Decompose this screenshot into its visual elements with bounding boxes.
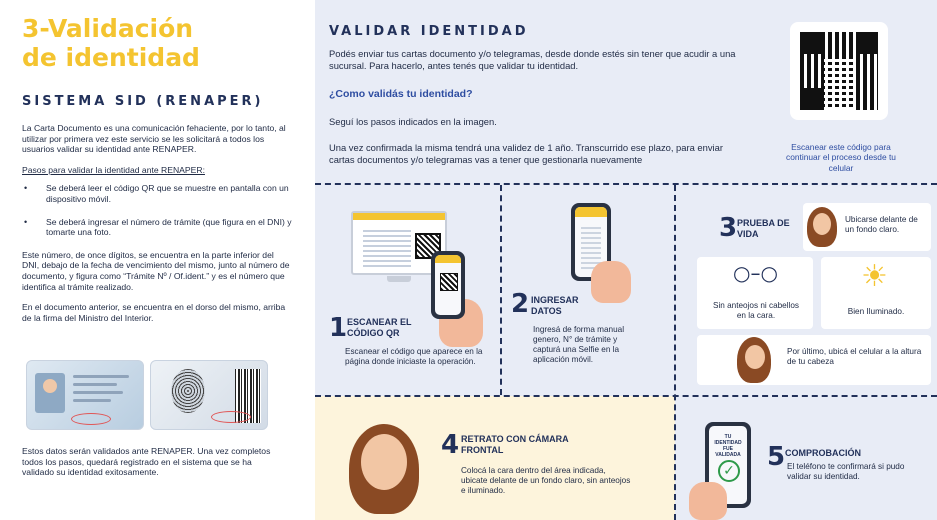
step-description: Escanear el código que aparece en la página donde iniciaste la operación. (345, 347, 483, 366)
tip-text: Bien Iluminado. (847, 307, 905, 316)
step-description: Ingresá de forma manual genero, N° de trámite y capturá una Selfie en la aplicación móvil. (533, 325, 625, 364)
validity-text: Una vez confirmada la misma tendrá una validez de 1 año. Transcurrido ese plazo, para enviar cartas documentos y/o telegramas vas a tener que gestionarla nuevamente (329, 142, 723, 165)
face-icon (745, 345, 765, 369)
intro-text: La Carta Documento es una comunicación fehaciente, por lo tanto, al utilizar por primera vez este servicio se les solicitará a todos los usuarios validar su identidad ante RENAPER. (22, 123, 286, 155)
divider (315, 183, 937, 185)
check-icon: ✓ (718, 460, 740, 482)
step-4-panel (315, 396, 675, 520)
question-heading: ¿Como validás tu identidad? (329, 88, 473, 100)
divider (315, 395, 937, 397)
dni-line (73, 391, 123, 394)
step-2-panel (501, 183, 675, 396)
follow-steps-text: Seguí los pasos indicados en la imagen. (329, 116, 497, 127)
step-number: 5 (767, 442, 786, 472)
title-line-2: de identidad (22, 43, 200, 72)
section-title: VALIDAR IDENTIDAD (329, 24, 529, 39)
step-number: 4 (441, 430, 460, 460)
validar-identidad-section (315, 0, 937, 183)
tip-card (697, 257, 813, 329)
divider (500, 185, 502, 395)
tip-text: Por último, ubicá el celular a la altura de tu cabeza (787, 347, 922, 366)
sun-icon: ☀ (861, 259, 888, 294)
page-title (22, 14, 293, 72)
qr-caption: Escanear este código para continuar el proceso desde tu celular (786, 142, 896, 173)
dni-back-image (150, 360, 268, 430)
glasses-icon: ○–○ (733, 261, 778, 285)
phone-screen (435, 255, 461, 315)
highlight-oval (71, 413, 111, 425)
step-title: INGRESAR DATOS (531, 295, 579, 316)
step-description: Colocá la cara dentro del área indicada, ubicate delante de un fondo claro, sin anteojos e iluminado. (461, 466, 631, 495)
dni-line (73, 399, 111, 402)
step-1-panel (315, 183, 501, 396)
fingerprint-icon (171, 369, 205, 413)
sid-subtitle: SISTEMA SID (RENAPER) (22, 94, 264, 109)
bullet-item: • Se deberá leer el código QR que se muestre en pantalla con un dispositivo móvil. (22, 183, 293, 204)
step-title: PRUEBA DE VIDA (737, 218, 790, 239)
qr-code-icon (800, 32, 878, 110)
monitor-text-lines (363, 227, 411, 267)
tip-card (697, 335, 931, 385)
dni-front-image (26, 360, 144, 430)
tip-text: Ubicarse delante de un fondo claro. (845, 215, 918, 234)
step-number: 3 (719, 213, 738, 243)
step-title: COMPROBACIÓN (785, 448, 861, 458)
intro-paragraph: Podés enviar tus cartas documento y/o telegramas, desde donde estés sin tener que acudir a una sucursal. Para hacerlo, antes tenés que validar tu identidad. (329, 48, 736, 71)
qr-code-icon (440, 273, 458, 291)
bullet-item: • Se deberá ingresar el número de trámite (que figura en el DNI) y tomarte una foto. (22, 217, 293, 238)
hand-icon (689, 482, 727, 520)
monitor-stand (387, 276, 411, 282)
phone-header (435, 255, 461, 263)
step-number: 1 (329, 313, 348, 343)
divider (674, 185, 676, 520)
monitor-header (353, 213, 445, 220)
dni-images (26, 360, 271, 430)
steps-bullets (22, 183, 293, 237)
title-line-1: 3-Validación (22, 14, 194, 43)
dni-line (73, 383, 117, 386)
tip-text: Sin anteojos ni cabellos en la cara. (712, 301, 800, 320)
step-number: 2 (511, 289, 530, 319)
left-column (0, 0, 315, 520)
highlight-oval (211, 411, 251, 423)
step-title: RETRATO CON CÁMARA FRONTAL (461, 434, 569, 455)
tip-card (803, 203, 931, 251)
step-5-panel (675, 396, 937, 520)
step-3-panel (675, 183, 937, 396)
phone-validated-text: TU IDENTIDAD FUE VALIDADA (714, 434, 742, 458)
dni-line (73, 375, 129, 378)
qr-code[interactable] (790, 22, 888, 120)
step-title: ESCANEAR EL CÓDIGO QR (347, 317, 412, 338)
old-dni-info: En el documento anterior, se encuentra en el dorso del mismo, arriba de la firma del Ministro del Interior. (22, 302, 286, 323)
phone-header (575, 207, 607, 217)
step-description: El teléfono te confirmará si pudo validar su identidad. (787, 462, 905, 481)
tip-card (821, 257, 931, 329)
phone-icon (431, 251, 465, 319)
steps-heading: Pasos para validar la identidad ante RENAPER: (22, 164, 205, 175)
face-icon (813, 213, 831, 235)
tramite-info: Este número, de once dígitos, se encuentra en la parte inferior del DNI, debajo de la fecha de vencimiento del mismo, junto al número de documento, y figura como “Trámite Nº / Of.ident.” y es el número que identifica al trámite realizado. (22, 249, 290, 292)
dni-photo (35, 373, 65, 413)
face-icon (361, 434, 407, 490)
closing-text: Estos datos serán validados ante RENAPER. Una vez completos todos los pasos, quedará registrado en el sistema que se ha validado su identidad exitosamente. (22, 446, 271, 478)
